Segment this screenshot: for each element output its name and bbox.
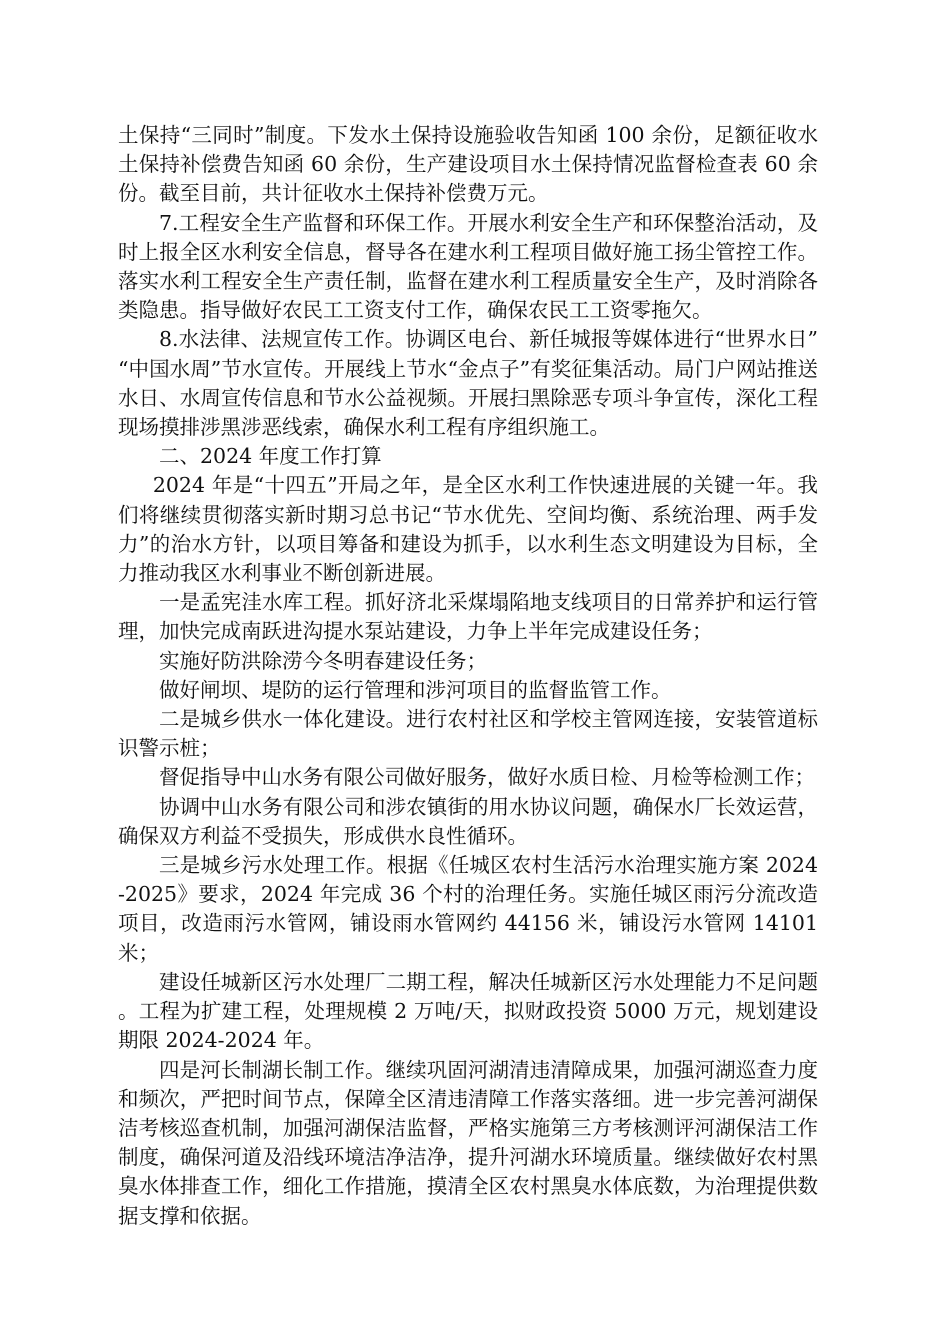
section-heading-2024-plan: 二、2024 年度工作打算 xyxy=(159,444,382,469)
paragraph-2024-overview: 2024 年是“十四五”开局之年，是全区水利工作快速进展的关键一年。我们将继续贯彻落实新时期习总书记“节水优先、空间均衡、系统治理、两手发力”的治水方针，以项目筹备和建设为抓手，以水利生态文明建设为目标，全力推动我区水利事业不断创新进展。 xyxy=(118,473,818,586)
paragraph-law-publicity: 8.水法律、法规宣传工作。协调区电台、新任城报等媒体进行“世界水日”“中国水周”节水宣传。开展线上节水“金点子”有奖征集活动。局门户网站推送水日、水周宣传信息和节水公益视频。开展扫黑除恶专项斗争宣传，深化工程现场摸排涉黑涉恶线索，确保水利工程有序组织施工。 xyxy=(118,327,818,440)
paragraph-water-agreement: 协调中山水务有限公司和涉农镇街的用水协议问题，确保水厂长效运营，确保双方利益不受损失，形成供水良性循环。 xyxy=(118,794,818,848)
paragraph-sewage-treatment: 三是城乡污水处理工作。根据《任城区农村生活污水治理实施方案 2024-2025》要求，2024 年完成 36 个村的治理任务。实施任城区雨污分流改造项目，改造雨污水管网，铺设雨水管网约 44156 米，铺设污水管网 14101 米； xyxy=(118,853,818,965)
paragraph-water-supply: 二是城乡供水一体化建设。进行农村社区和学校主管网连接，安装管道标识警示桩； xyxy=(118,707,818,761)
paragraph-reservoir-project: 一是孟宪洼水库工程。抓好济北采煤塌陷地支线项目的日常养护和运行管理，加快完成南跃进沟提水泵站建设，力争上半年完成建设任务； xyxy=(118,590,818,644)
paragraph-safety-supervision: 7.工程安全生产监督和环保工作。开展水利安全生产和环保整治活动，及时上报全区水利安全信息，督导各在建水利工程项目做好施工扬尘管控工作。落实水利工程安全生产责任制，监督在建水利工程质量安全生产，及时消除各类隐患。指导做好农民工工资支付工作，确保农民工工资零拖欠。 xyxy=(118,210,818,323)
paragraph-water-quality: 督促指导中山水务有限公司做好服务，做好水质日检、月检等检测工作； xyxy=(159,765,815,790)
paragraph-dam-management: 做好闸坝、堤防的运行管理和涉河项目的监督监管工作。 xyxy=(159,677,672,702)
paragraph-flood-control: 实施好防洪除涝今冬明春建设任务； xyxy=(159,648,487,673)
paragraph-sewage-plant: 建设任城新区污水处理厂二期工程，解决任城新区污水处理能力不足问题。工程为扩建工程，处理规模 2 万吨/天，拟财政投资 5000 万元，规划建设期限 2024-2024 年。 xyxy=(118,969,818,1053)
paragraph-river-chief: 四是河长制湖长制工作。继续巩固河湖清违清障成果，加强河湖巡查力度和频次，严把时间节点，保障全区清违清障工作落实落细。进一步完善河湖保洁考核巡查机制，加强河湖保洁监督，严格实施第三方考核测评河湖保洁工作制度，确保河道及沿线环境洁净洁净，提升河湖水环境质量。继续做好农村黑臭水体排查工作，细化工作措施，摸清全区农村黑臭水体底数，为治理提供数据支撑和依据。 xyxy=(118,1057,818,1228)
paragraph-soil-conservation-continued: 土保持“三同时”制度。下发水土保持设施验收告知函 100 余份，足额征收水土保持补偿费告知函 60 余份，生产建设项目水土保持情况监督检查表 60 余份。截至目前，共计征收水土保持补偿费万元。 xyxy=(118,123,818,206)
document-body xyxy=(118,121,818,1231)
